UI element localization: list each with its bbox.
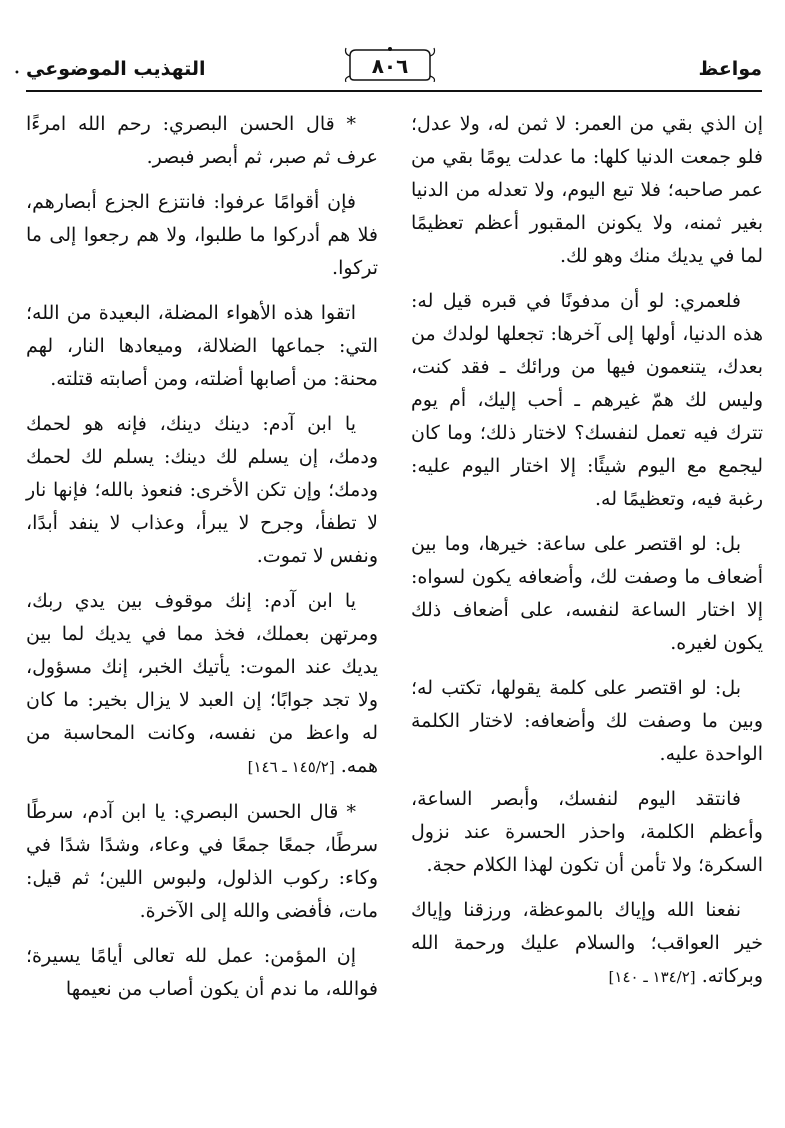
right-column xyxy=(411,108,763,1006)
paragraph xyxy=(411,783,763,882)
paragraph xyxy=(26,297,378,396)
citation-ref: [١٣٤/٢ ـ ١٤٠] xyxy=(608,968,696,986)
paragraph-text: إن الذي بقي من العمر: لا ثمن له، ولا عدل؛ فلو جمعت الدنيا كلها: ما عدلت يومًا بقي من عمر صاحبه؛ فلا تبع اليوم، ولا تعدله من الدنيا بغير ثمنه، ولا يكونن المقبور أعظم تعظيمًا لما في يديك منك وهو لك. xyxy=(411,113,763,267)
header-dot: • xyxy=(14,68,20,79)
paragraph-text: * قال الحسن البصري: رحم الله امرءًا عرف ثم صبر، ثم أبصر فبصر. xyxy=(26,113,378,168)
citation-ref: [١٤٥/٢ ـ ١٤٦] xyxy=(247,758,335,776)
paragraph-text: فلعمري: لو أن مدفونًا في قبره قيل له: هذه الدنيا، أولها إلى آخرها: تجعلها لولدك من بعدك، يتنعمون فيها من ورائك ـ فقد كنت، وليس لك همّ غيرهم ـ أحب إليك، أم يوم تترك فيه تعمل لنفسك؟ لاختار ذلك؛ وما كان ليجمع مع اليوم شيئًا: إلا اختار اليوم عليه: رغبة فيه، وتعظيمًا له. xyxy=(411,290,763,510)
paragraph xyxy=(26,796,378,928)
section-title: مواعظ xyxy=(698,58,762,80)
paragraph xyxy=(26,585,378,784)
page-number-frame xyxy=(342,46,438,82)
page-number: ٨٠٦ xyxy=(371,54,409,78)
left-column xyxy=(26,108,378,1018)
paragraph xyxy=(411,672,763,771)
paragraph-text: * قال الحسن البصري: يا ابن آدم، سرطًا سرطًا، جمعًا جمعًا في وعاء، وشدًا شدًا في وكاء: ركوب الذلول، ولبوس اللين؛ ثم قيل: مات، فأفضى والله إلى الآخرة. xyxy=(26,801,378,922)
paragraph xyxy=(26,408,378,573)
paragraph-text: إن المؤمن: عمل لله تعالى أيامًا يسيرة؛ فوالله، ما ندم أن يكون أصاب من نعيمها xyxy=(26,945,378,1000)
paragraph-text: فانتقد اليوم لنفسك، وأبصر الساعة، وأعظم الكلمة، واحذر الحسرة عند نزول السكرة؛ ولا تأمن أن تكون لهذا الكلام حجة. xyxy=(411,788,763,876)
paragraph-text: بل: لو اقتصر على كلمة يقولها، تكتب له؛ وبين ما وصفت لك وأضعافه: لاختار الكلمة الواحدة عليه. xyxy=(411,677,763,765)
paragraph-text: بل: لو اقتصر على ساعة: خيرها، وما بين أضعاف ما وصفت لك، وأضعافه يكون لسواه: إلا اختار الساعة لنفسه، على أضعاف ذلك يكون لغيره. xyxy=(411,533,763,654)
paragraph xyxy=(26,108,378,174)
page-header xyxy=(14,42,762,90)
paragraph xyxy=(26,940,378,1006)
paragraph xyxy=(411,108,763,273)
header-rule xyxy=(26,90,762,92)
paragraph xyxy=(26,186,378,285)
book-title: التهذيب الموضوعي xyxy=(26,58,206,80)
paragraph xyxy=(411,528,763,660)
paragraph xyxy=(411,285,763,516)
paragraph-text: اتقوا هذه الأهواء المضلة، البعيدة من الله؛ التي: جماعها الضلالة، وميعادها النار، لهم محنة: من أصابها أضلته، ومن أصابته قتلته. xyxy=(26,302,378,390)
paragraph-text: يا ابن آدم: إنك موقوف بين يدي ربك، ومرتهن بعملك، فخذ مما في يديك لما بين يديك عند الموت: يأتيك الخبر، إنك مسؤول، ولا تجد جوابًا؛ إن العبد لا يزال بخير: ما كان له واعظ من نفسه، وكانت المحاسبة من همه. xyxy=(26,590,378,777)
paragraph-text: يا ابن آدم: دينك دينك، فإنه هو لحمك ودمك، إن يسلم لك دينك: يسلم لك لحمك ودمك؛ وإن تكن الأخرى: فنعوذ بالله؛ فإنها نار لا تطفأ، وجرح لا يبرأ، وعذاب لا ينفد أبدًا، ونفس لا تموت. xyxy=(26,413,378,567)
paragraph xyxy=(411,894,763,994)
paragraph-text: نفعنا الله وإياك بالموعظة، ورزقنا وإياك خير العواقب؛ والسلام عليك ورحمة الله وبركاته. xyxy=(411,899,763,987)
paragraph-text: فإن أقوامًا عرفوا: فانتزع الجزع أبصارهم، فلا هم أدركوا ما طلبوا، ولا هم رجعوا إلى ما تركوا. xyxy=(26,191,378,279)
